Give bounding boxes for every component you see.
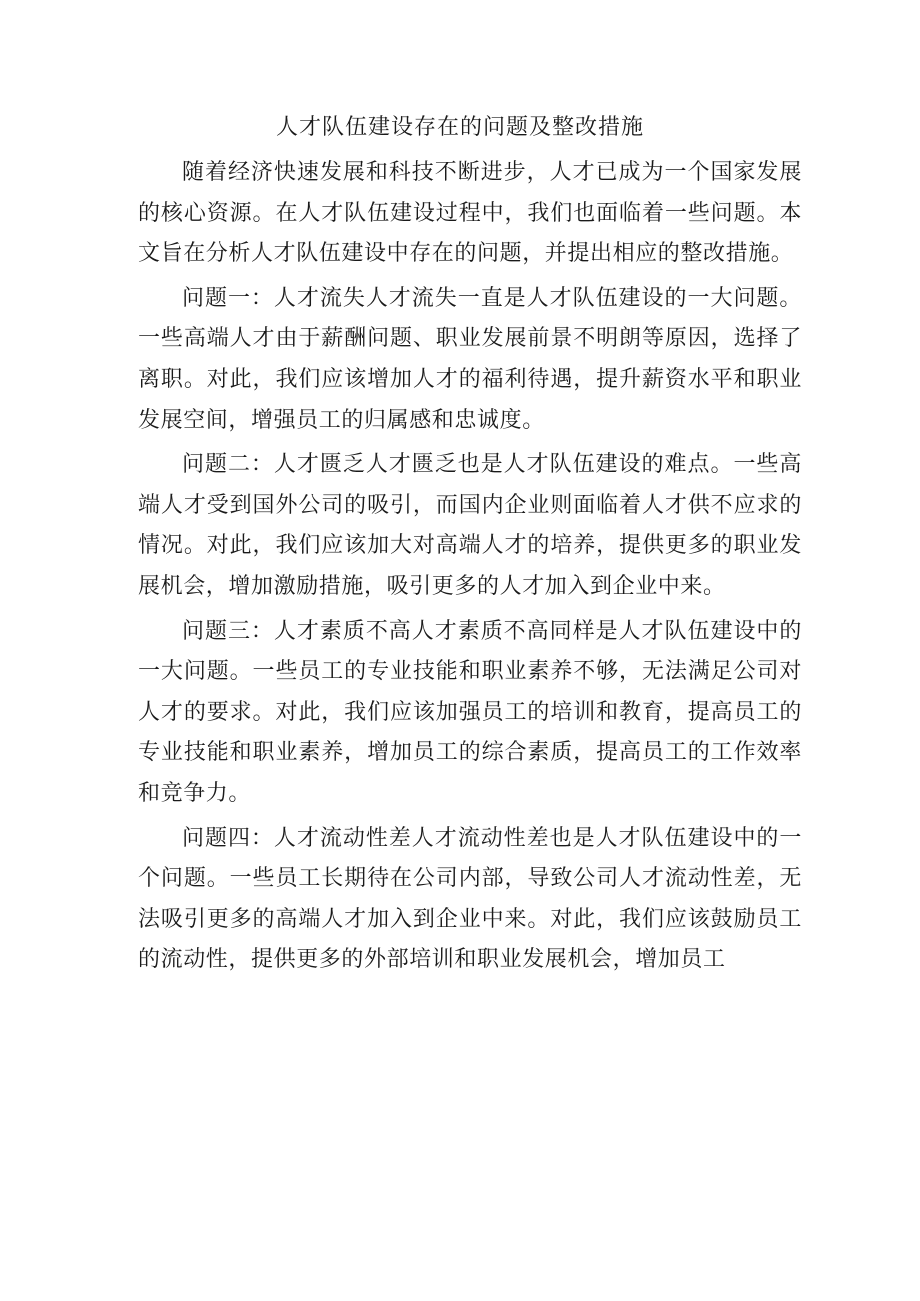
paragraph-problem-1: 问题一：人才流失人才流失一直是人才队伍建设的一大问题。一些高端人才由于薪酬问题、职业发展前景不明朗等原因，选择了离职。对此，我们应该增加人才的福利待遇，提升薪资水平和职业发展空间，增强员工的归属感和忠诚度。 [138,285,802,433]
paragraph-problem-2: 问题二：人才匮乏人才匮乏也是人才队伍建设的难点。一些高端人才受到国外公司的吸引，而国内企业则面临着人才供不应求的情况。对此，我们应该加大对高端人才的培养，提供更多的职业发展机会，增加激励措施，吸引更多的人才加入到企业中来。 [138,452,802,599]
document-body [138,153,802,985]
document-title: 人才队伍建设存在的问题及整改措施 [275,115,644,140]
paragraph-problem-4: 问题四：人才流动性差人才流动性差也是人才队伍建设中的一个问题。一些员工长期待在公司内部，导致公司人才流动性差，无法吸引更多的高端人才加入到企业中来。对此，我们应该鼓励员工的流动性，提供更多的外部培训和职业发展机会，增加员工 [138,825,802,973]
paragraph-intro: 随着经济快速发展和科技不断进步，人才已成为一个国家发展的核心资源。在人才队伍建设过程中，我们也面临着一些问题。本文旨在分析人才队伍建设中存在的问题，并提出相应的整改措施。 [138,160,802,267]
paragraph-problem-3: 问题三：人才素质不高人才素质不高同样是人才队伍建设中的一大问题。一些员工的专业技能和职业素养不够，无法满足公司对人才的要求。对此，我们应该加强员工的培训和教育，提高员工的专业技能和职业素养，增加员工的综合素质，提高员工的工作效率和竞争力。 [138,618,802,806]
